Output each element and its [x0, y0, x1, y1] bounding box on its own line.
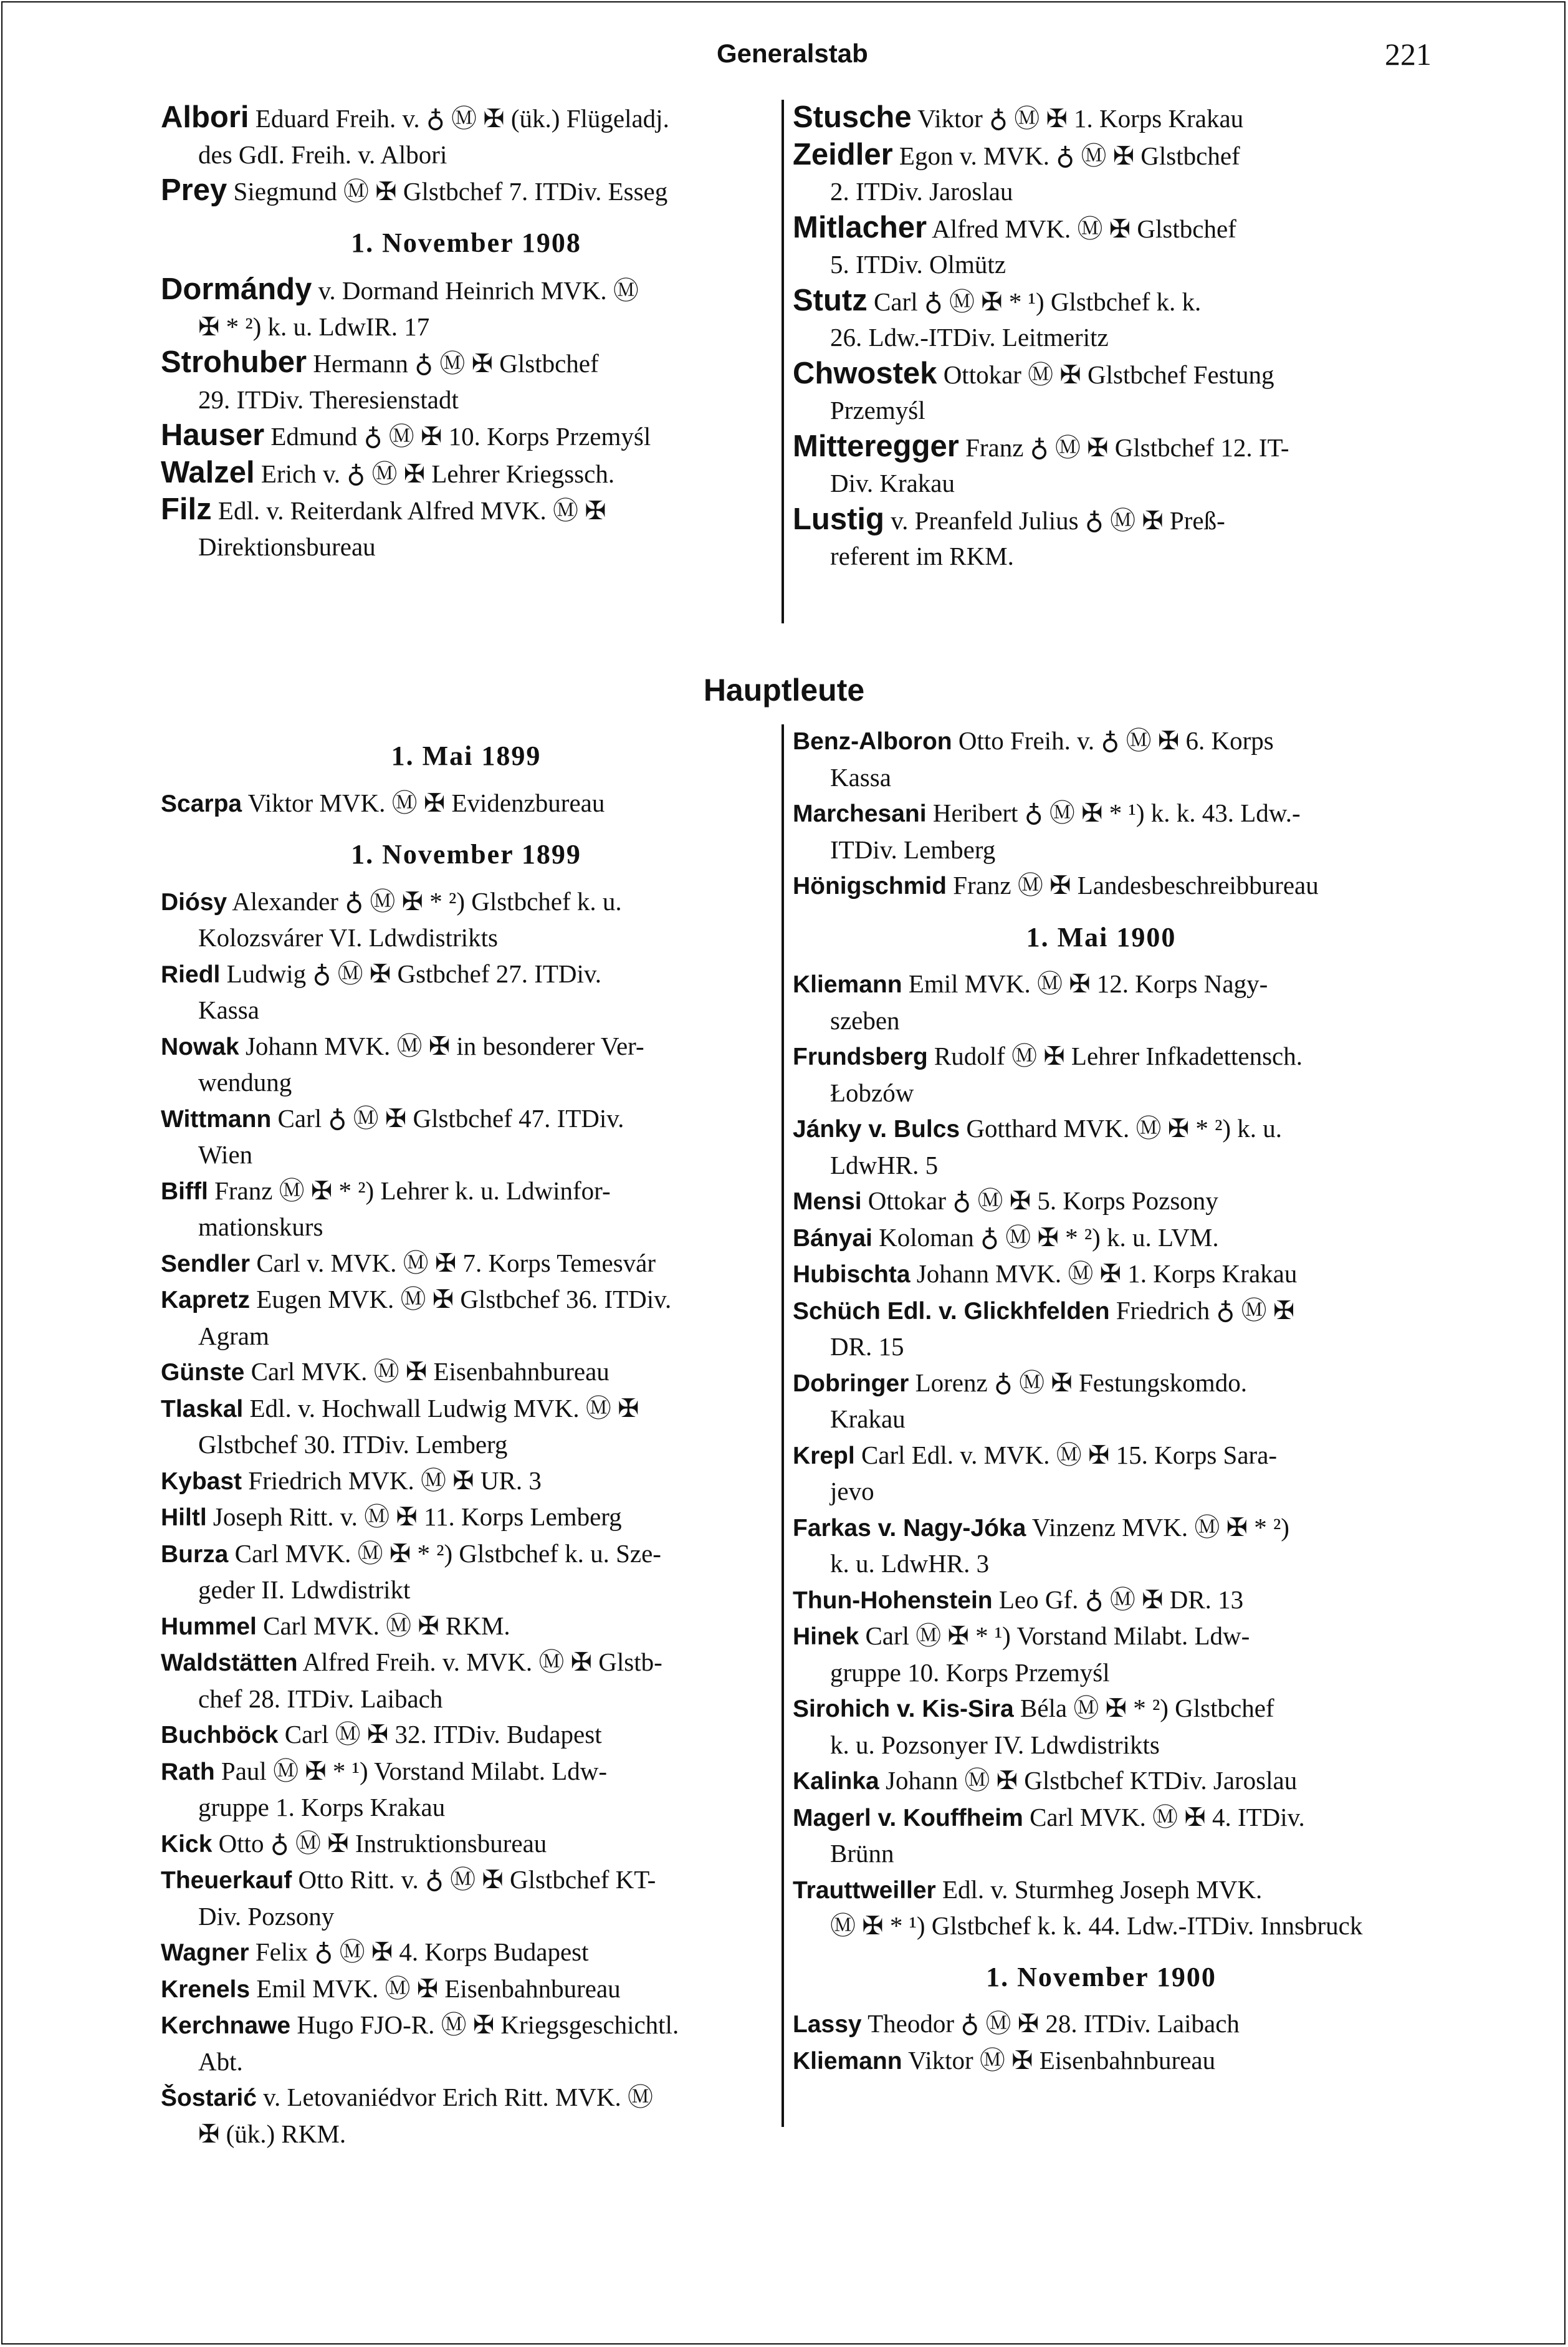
officer-entry: [161, 345, 772, 418]
officer-details: Egon v. MVK. ♁ Ⓜ ✠ Glstbchef: [899, 141, 1240, 170]
officer-details: Johann MVK. Ⓜ ✠ 1. Korps Krakau: [916, 1259, 1298, 1288]
officer-details: Otto Freih. v. ♁ Ⓜ ✠ 6. Korps: [958, 726, 1274, 755]
officer-details: Carl MVK. Ⓜ ✠ 4. ITDiv.: [1030, 1802, 1305, 1831]
officer-entry: [793, 1437, 1410, 1510]
officer-details-continued: Kassa: [198, 996, 259, 1024]
officer-details: Ottokar ♁ Ⓜ ✠ 5. Korps Pozsony: [868, 1186, 1218, 1215]
officer-entry: [161, 1644, 772, 1717]
officer-name: Filz: [161, 492, 212, 526]
officer-entry: [161, 956, 772, 1029]
officer-details: Franz Ⓜ ✠ * ²) Lehrer k. u. Ldwinfor-: [214, 1176, 611, 1205]
officer-details-continued: Glstbchef 30. ITDiv. Lemberg: [198, 1430, 508, 1459]
officer-name: Hauser: [161, 418, 265, 452]
officer-details: Hermann ♁ Ⓜ ✠ Glstbchef: [313, 349, 599, 378]
page-header: [0, 39, 1568, 76]
officer-details-continued: DR. 15: [830, 1332, 904, 1361]
officer-entry: [793, 429, 1410, 502]
officer-details-continued: gruppe 10. Korps Przemyśl: [830, 1658, 1110, 1687]
officer-details: Vinzenz MVK. Ⓜ ✠ * ²): [1031, 1512, 1289, 1542]
officer-name: Mitteregger: [793, 429, 959, 463]
officer-details: Eduard Freih. v. ♁ Ⓜ ✠ (ük.) Flügeladj.: [255, 104, 669, 133]
officer-entry: [793, 137, 1410, 210]
officer-details-continued: ITDiv. Lemberg: [830, 835, 996, 864]
officer-details: Alfred MVK. Ⓜ ✠ Glstbchef: [932, 214, 1236, 243]
officer-details: Friedrich MVK. Ⓜ ✠ UR. 3: [248, 1466, 542, 1495]
officer-details: Otto Ritt. v. ♁ Ⓜ ✠ Glstbchef KT-: [298, 1865, 656, 1894]
officer-entry: [161, 1245, 772, 1282]
officer-entry: [793, 723, 1410, 795]
officer-entry: [161, 418, 772, 455]
officer-details: Gotthard MVK. Ⓜ ✠ * ²) k. u.: [966, 1114, 1283, 1143]
right-column-top: [793, 100, 1410, 575]
officer-details: Edl. v. Hochwall Ludwig MVK. Ⓜ ✠: [249, 1393, 639, 1423]
officer-details-continued: Agram: [198, 1321, 269, 1350]
officer-details: Edmund ♁ Ⓜ ✠ 10. Korps Przemyśl: [270, 422, 651, 451]
officer-name: Kybast: [161, 1467, 242, 1495]
section-title: Hauptleute: [703, 673, 865, 708]
officer-details-continued: Kolozsvárer VI. Ldwdistrikts: [198, 923, 498, 952]
officer-details-continued: referent im RKM.: [830, 542, 1014, 570]
officer-name: Strohuber: [161, 345, 307, 379]
officer-name: Hönigschmid: [793, 873, 947, 900]
officer-details-continued: chef 28. ITDiv. Laibach: [198, 1684, 443, 1713]
seniority-date: 1. November 1900: [986, 1961, 1217, 1992]
officer-details-continued: 2. ITDiv. Jaroslau: [830, 177, 1013, 206]
officer-entry: [161, 1463, 772, 1500]
officer-entry: [161, 1862, 772, 1934]
officer-details: Theodor ♁ Ⓜ ✠ 28. ITDiv. Laibach: [868, 2009, 1240, 2038]
officer-entry: [161, 1391, 772, 1463]
officer-details: Heribert ♁ Ⓜ ✠ * ¹) k. k. 43. Ldw.-: [932, 799, 1301, 827]
officer-entry: [793, 1510, 1410, 1582]
officer-entry: [793, 795, 1410, 868]
officer-details-continued: Div. Krakau: [830, 469, 955, 497]
officer-entry: [793, 356, 1410, 429]
officer-entry: [161, 1934, 772, 1971]
officer-name: Krepl: [793, 1442, 855, 1469]
officer-details: Hugo FJO-R. Ⓜ ✠ Kriegsgeschichtl.: [297, 2010, 679, 2039]
officer-details: Viktor Ⓜ ✠ Eisenbahnbureau: [908, 2045, 1216, 2075]
officer-details: Franz ♁ Ⓜ ✠ Glstbchef 12. IT-: [965, 433, 1289, 462]
officer-name: Šostarić: [161, 2085, 257, 2111]
officer-details: Carl v. MVK. Ⓜ ✠ 7. Korps Temesvár: [256, 1248, 656, 1277]
officer-name: Frundsberg: [793, 1044, 928, 1070]
officer-name: Farkas v. Nagy-Jóka: [793, 1514, 1026, 1542]
officer-entry: [161, 100, 772, 173]
officer-entry: [793, 1800, 1410, 1872]
officer-entry: [793, 1691, 1410, 1763]
running-title: Generalstab: [717, 39, 868, 68]
officer-entry: [161, 1608, 772, 1645]
officer-name: Prey: [161, 173, 227, 207]
officer-entry: [161, 1499, 772, 1536]
officer-details-continued: ✠ (ük.) RKM.: [198, 2119, 347, 2148]
officer-entry: [793, 1763, 1410, 1800]
officer-details: Erich v. ♁ Ⓜ ✠ Lehrer Kriegssch.: [261, 459, 615, 488]
officer-name: Riedl: [161, 961, 221, 988]
officer-details: Carl Ⓜ ✠ * ¹) Vorstand Milabt. Ldw-: [865, 1621, 1250, 1650]
officer-details-continued: geder II. Ldwdistrikt: [198, 1575, 411, 1604]
officer-entry: [793, 2006, 1410, 2043]
officer-details: Carl MVK. Ⓜ ✠ RKM.: [263, 1611, 510, 1640]
officer-details: Rudolf Ⓜ ✠ Lehrer Infkadettensch.: [934, 1042, 1303, 1070]
officer-entry: [793, 1111, 1410, 1183]
officer-details: v. Letovaniédvor Erich Ritt. MVK. Ⓜ: [263, 2083, 654, 2111]
officer-name: Kerchnawe: [161, 2012, 291, 2039]
officer-entry: [793, 283, 1410, 356]
officer-details-continued: 5. ITDiv. Olmütz: [830, 250, 1006, 279]
officer-entry: [793, 100, 1410, 137]
officer-entry: [161, 1101, 772, 1173]
officer-name: Kliemann: [793, 971, 902, 998]
officer-details-continued: 26. Ldw.-ITDiv. Leitmeritz: [830, 323, 1109, 352]
officer-name: Waldstätten: [161, 1649, 298, 1676]
officer-details-continued: des GdI. Freih. v. Albori: [198, 140, 447, 169]
officer-entry: [793, 966, 1410, 1039]
officer-details: Emil MVK. Ⓜ ✠ Eisenbahnbureau: [256, 1974, 621, 2003]
officer-name: Lustig: [793, 502, 884, 536]
officer-entry: [161, 2080, 772, 2152]
officer-entry: [161, 492, 772, 565]
officer-entry: [793, 1618, 1410, 1691]
officer-name: Hiltl: [161, 1504, 207, 1531]
officer-name: Theuerkauf: [161, 1867, 292, 1894]
officer-entry: [793, 502, 1410, 575]
officer-name: Trauttweiller: [793, 1876, 936, 1904]
officer-details-continued: Łobzów: [830, 1078, 914, 1107]
officer-name: Kapretz: [161, 1287, 251, 1313]
officer-details: Carl Edl. v. MVK. Ⓜ ✠ 15. Korps Sara-: [861, 1440, 1278, 1469]
officer-name: Benz-Alboron: [793, 728, 952, 755]
officer-entry: [793, 1365, 1410, 1437]
officer-entry: [161, 1029, 772, 1101]
officer-details-continued: jevo: [830, 1477, 874, 1505]
officer-entry: [793, 1256, 1410, 1293]
officer-entry: [793, 1220, 1410, 1257]
officer-name: Jánky v. Bulcs: [793, 1116, 960, 1143]
officer-details-continued: Wien: [198, 1140, 253, 1169]
officer-entry: [793, 2043, 1410, 2080]
column-divider-bottom: [782, 724, 784, 2127]
seniority-date: 1. November 1899: [351, 839, 581, 870]
officer-entry: [793, 1293, 1410, 1365]
officer-details: Edl. v. Reiterdank Alfred MVK. Ⓜ ✠: [218, 496, 606, 525]
officer-entry: [793, 1872, 1410, 1944]
seniority-date: 1. Mai 1899: [391, 741, 542, 771]
officer-details-continued: Direktionsbureau: [198, 532, 376, 561]
officer-entry: [161, 884, 772, 956]
officer-entry: [161, 1536, 772, 1608]
officer-details-continued: Brünn: [830, 1839, 894, 1868]
officer-name: Hubischta: [793, 1261, 911, 1288]
officer-details-continued: ✠ * ²) k. u. LdwIR. 17: [198, 312, 430, 341]
officer-name: Chwostek: [793, 356, 937, 390]
officer-entry: [161, 173, 772, 210]
officer-entry: [793, 1582, 1410, 1619]
officer-entry: [161, 455, 772, 492]
officer-details: Johann MVK. Ⓜ ✠ in besonderer Ver-: [245, 1031, 644, 1060]
left-column-bottom: [161, 723, 772, 2152]
officer-details: Carl MVK. Ⓜ ✠ * ²) Glstbchef k. u. Sze-: [234, 1538, 661, 1568]
officer-name: Dobringer: [793, 1370, 909, 1397]
officer-name: Burza: [161, 1540, 229, 1568]
page-number: 221: [1385, 37, 1432, 72]
officer-name: Sirohich v. Kis-Sira: [793, 1696, 1014, 1722]
officer-entry: [793, 1183, 1410, 1220]
officer-entry: [161, 1754, 772, 1826]
officer-details: Friedrich ♁ Ⓜ ✠: [1116, 1295, 1295, 1325]
officer-details: Paul Ⓜ ✠ * ¹) Vorstand Milabt. Ldw-: [221, 1756, 608, 1785]
officer-details: Lorenz ♁ Ⓜ ✠ Festungskomdo.: [915, 1368, 1247, 1397]
officer-entry: [161, 785, 772, 822]
officer-entry: [161, 272, 772, 345]
officer-details-continued: Przemyśl: [830, 396, 925, 425]
officer-name: Wittmann: [161, 1105, 272, 1133]
officer-name: Mitlacher: [793, 210, 927, 244]
officer-details: Béla Ⓜ ✠ * ²) Glstbchef: [1020, 1694, 1274, 1722]
officer-name: Marchesani: [793, 800, 927, 827]
officer-details: Viktor MVK. Ⓜ ✠ Evidenzbureau: [247, 788, 605, 817]
officer-name: Kliemann: [793, 2047, 902, 2075]
officer-entry: [161, 1826, 772, 1863]
officer-name: Wagner: [161, 1939, 249, 1966]
officer-details-continued: k. u. LdwHR. 3: [830, 1549, 990, 1578]
officer-name: Albori: [161, 100, 249, 134]
officer-entry: [161, 2007, 772, 2080]
officer-name: Thun-Hohenstein: [793, 1586, 993, 1614]
officer-entry: [793, 210, 1410, 283]
officer-name: Scarpa: [161, 790, 242, 817]
officer-details: Ludwig ♁ Ⓜ ✠ Gstbchef 27. ITDiv.: [226, 959, 602, 988]
officer-name: Zeidler: [793, 137, 893, 171]
officer-details-continued: Krakau: [830, 1404, 906, 1433]
officer-entry: [793, 868, 1410, 905]
officer-name: Hummel: [161, 1613, 257, 1640]
officer-name: Stutz: [793, 283, 868, 317]
officer-entry: [161, 1282, 772, 1354]
seniority-date: 1. Mai 1900: [1026, 921, 1177, 953]
officer-details: Alexander ♁ Ⓜ ✠ * ²) Glstbchef k. u.: [232, 886, 622, 916]
officer-name: Bányai: [793, 1224, 872, 1252]
officer-details: Carl ♁ Ⓜ ✠ Glstbchef 47. ITDiv.: [277, 1103, 624, 1133]
officer-details: Carl MVK. Ⓜ ✠ Eisenbahnbureau: [251, 1357, 610, 1386]
officer-details: Edl. v. Sturmheg Joseph MVK.: [942, 1874, 1263, 1904]
officer-name: Rath: [161, 1758, 215, 1785]
officer-details: Alfred Freih. v. MVK. Ⓜ ✠ Glstb-: [302, 1648, 662, 1676]
officer-entry: [161, 1354, 772, 1391]
officer-details: Johann Ⓜ ✠ Glstbchef KTDiv. Jaroslau: [885, 1766, 1298, 1795]
officer-details: Emil MVK. Ⓜ ✠ 12. Korps Nagy-: [908, 969, 1268, 998]
officer-name: Tlaskal: [161, 1395, 244, 1423]
officer-entry: [161, 1173, 772, 1245]
officer-details: Leo Gf. ♁ Ⓜ ✠ DR. 13: [998, 1585, 1244, 1614]
officer-details-continued: szeben: [830, 1006, 900, 1035]
officer-details: v. Preanfeld Julius ♁ Ⓜ ✠ Preß-: [891, 506, 1225, 535]
officer-name: Lassy: [793, 2011, 862, 2038]
officer-name: Schüch Edl. v. Glickhfelden: [793, 1297, 1110, 1325]
officer-entry: [161, 1971, 772, 2008]
officer-details: Koloman ♁ Ⓜ ✠ * ²) k. u. LVM.: [879, 1222, 1219, 1252]
officer-details: Eugen MVK. Ⓜ ✠ Glstbchef 36. ITDiv.: [256, 1285, 672, 1313]
officer-details-continued: Kassa: [830, 762, 891, 792]
officer-details: v. Dormand Heinrich MVK. Ⓜ: [318, 276, 639, 305]
officer-name: Günste: [161, 1359, 245, 1386]
officer-details: Joseph Ritt. v. Ⓜ ✠ 11. Korps Lemberg: [213, 1502, 622, 1531]
seniority-date: 1. November 1908: [351, 227, 581, 258]
officer-name: Kalinka: [793, 1768, 879, 1795]
officer-details: Carl Ⓜ ✠ 32. ITDiv. Budapest: [284, 1720, 602, 1749]
officer-details: Viktor ♁ Ⓜ ✠ 1. Korps Krakau: [917, 104, 1244, 133]
right-column-bottom: [793, 723, 1410, 2079]
officer-details-continued: Div. Pozsony: [198, 1901, 335, 1931]
officer-name: Diósy: [161, 888, 227, 916]
column-divider-top: [782, 100, 784, 623]
officer-name: Krenels: [161, 1975, 251, 2003]
officer-details-continued: LdwHR. 5: [830, 1150, 939, 1179]
officer-details: Franz Ⓜ ✠ Landesbeschreibbureau: [953, 871, 1319, 900]
officer-name: Walzel: [161, 455, 255, 489]
officer-details: Siegmund Ⓜ ✠ Glstbchef 7. ITDiv. Esseg: [233, 177, 668, 206]
officer-name: Magerl v. Kouffheim: [793, 1804, 1023, 1831]
officer-details-continued: wendung: [198, 1068, 292, 1097]
officer-name: Sendler: [161, 1250, 251, 1277]
officer-details-continued: mationskurs: [198, 1212, 323, 1241]
officer-name: Dormándy: [161, 272, 312, 306]
officer-details: Otto ♁ Ⓜ ✠ Instruktionsbureau: [218, 1828, 547, 1858]
officer-details: Felix ♁ Ⓜ ✠ 4. Korps Budapest: [255, 1937, 589, 1966]
officer-details-continued: k. u. Pozsonyer IV. Ldwdistrikts: [830, 1730, 1160, 1759]
left-column-top: [161, 100, 772, 565]
officer-details: Carl ♁ Ⓜ ✠ * ¹) Glstbchef k. k.: [874, 287, 1202, 316]
officer-name: Kick: [161, 1830, 213, 1858]
officer-details: Ottokar Ⓜ ✠ Glstbchef Festung: [943, 360, 1274, 389]
officer-details-continued: 29. ITDiv. Theresienstadt: [198, 385, 459, 414]
officer-name: Buchböck: [161, 1722, 279, 1749]
officer-entry: [793, 1039, 1410, 1111]
officer-entry: [161, 1717, 772, 1754]
officer-name: Stusche: [793, 100, 912, 134]
officer-name: Mensi: [793, 1188, 862, 1215]
officer-details-continued: Ⓜ ✠ * ¹) Glstbchef k. k. 44. Ldw.-ITDiv. Innsbruck: [830, 1911, 1363, 1940]
officer-details-continued: Abt.: [198, 2047, 243, 2076]
officer-name: Nowak: [161, 1033, 239, 1060]
officer-details-continued: gruppe 1. Korps Krakau: [198, 1793, 446, 1821]
officer-name: Biffl: [161, 1178, 208, 1205]
officer-name: Hinek: [793, 1623, 859, 1650]
